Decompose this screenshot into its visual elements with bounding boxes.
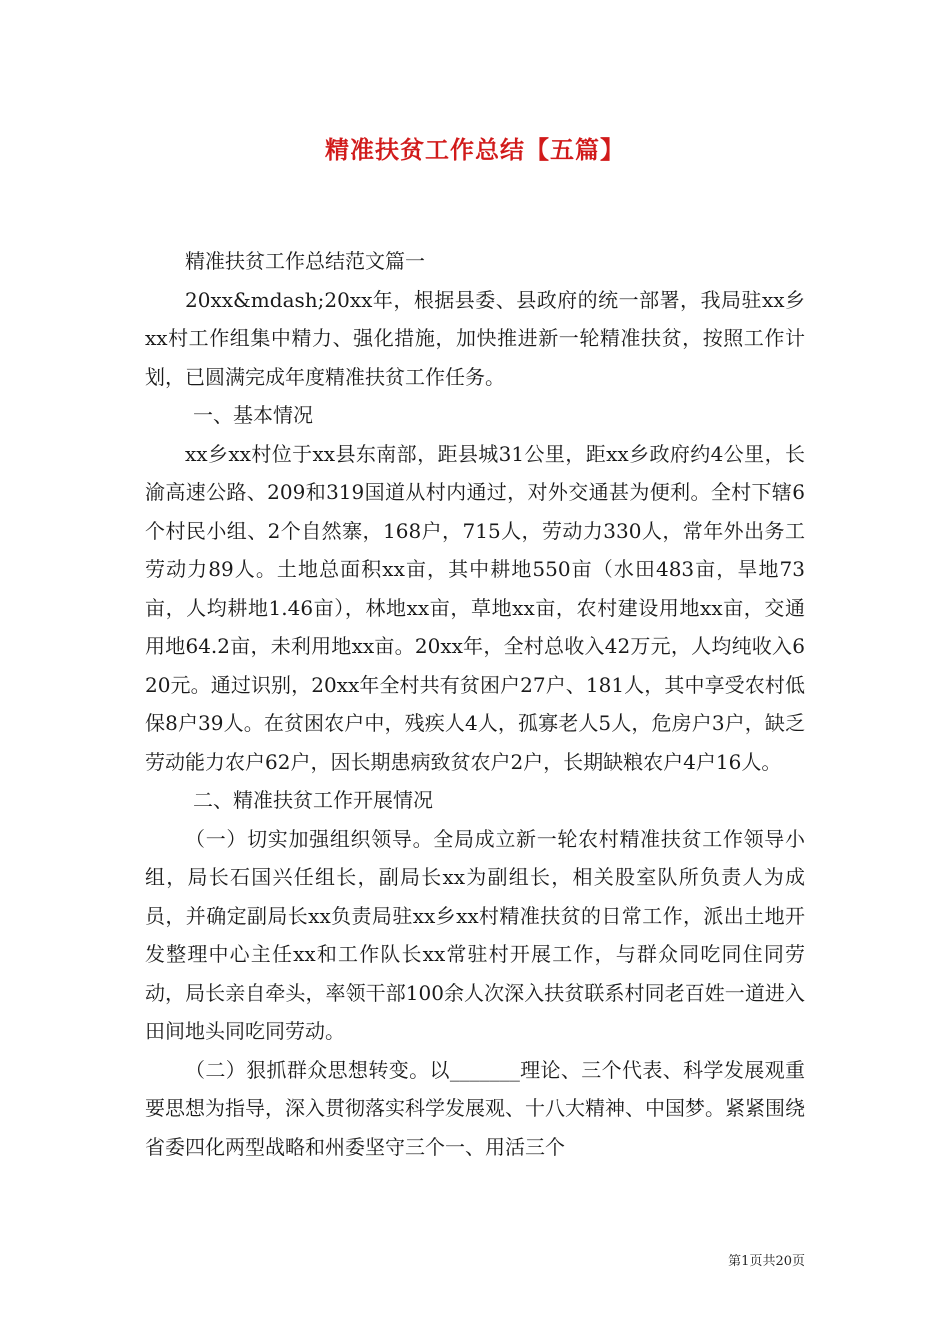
section-heading: 精准扶贫工作总结范文篇一	[185, 249, 425, 273]
page-number: 第1页共20页	[728, 1254, 805, 1269]
body-paragraph: 20xx&mdash;20xx年，根据县委、县政府的统一部署，我局驻xx乡xx村工作组集中精力、强化措施，加快推进新一轮精准扶贫，按照工作计划，已圆满完成年度精准扶贫工作任务。	[145, 287, 805, 389]
section-heading: 二、精准扶贫工作开展情况	[193, 788, 433, 812]
document-title: 精准扶贫工作总结【五篇】	[325, 135, 625, 164]
body-paragraph: （二）狠抓群众思想转变。以_______理论、三个代表、科学发展观重要思想为指导，深入贯彻落实科学发展观、十八大精神、中国梦。紧紧围绕省委四化两型战略和州委坚守三个一、用活三个	[145, 1057, 805, 1159]
document-body	[145, 242, 805, 1166]
section-heading: 一、基本情况	[193, 403, 313, 427]
body-paragraph: xx乡xx村位于xx县东南部，距县城31公里，距xx乡政府约4公里，长渝高速公路、209和319国道从村内通过，对外交通甚为便利。全村下辖6个村民小组、2个自然寨，168户，715人，劳动力330人，常年外出务工劳动力89人。土地总面积xx亩，其中耕地550亩（水田483亩，旱地73亩，人均耕地1.46亩），林地xx亩，草地xx亩，农村建设用地xx亩，交通用地64.2亩，未利用地xx亩。20xx年，全村总收入42万元，人均纯收入620元。通过识别，20xx年全村共有贫困户27户、181人，其中享受农村低保8户39人。在贫困农户中，残疾人4人，孤寡老人5人，危房户3户，缺乏劳动能力农户62户，因长期患病致贫农户2户，长期缺粮农户4户16人。	[145, 441, 805, 774]
body-paragraph: （一）切实加强组织领导。全局成立新一轮农村精准扶贫工作领导小组，局长石国兴任组长，副局长xx为副组长，相关股室队所负责人为成员，并确定副局长xx负责局驻xx乡xx村精准扶贫的日常工作，派出土地开发整理中心主任xx和工作队长xx常驻村开展工作，与群众同吃同住同劳动，局长亲自牵头，率领干部100余人次深入扶贫联系村同老百姓一道进入田间地头同吃同劳动。	[145, 826, 805, 1043]
